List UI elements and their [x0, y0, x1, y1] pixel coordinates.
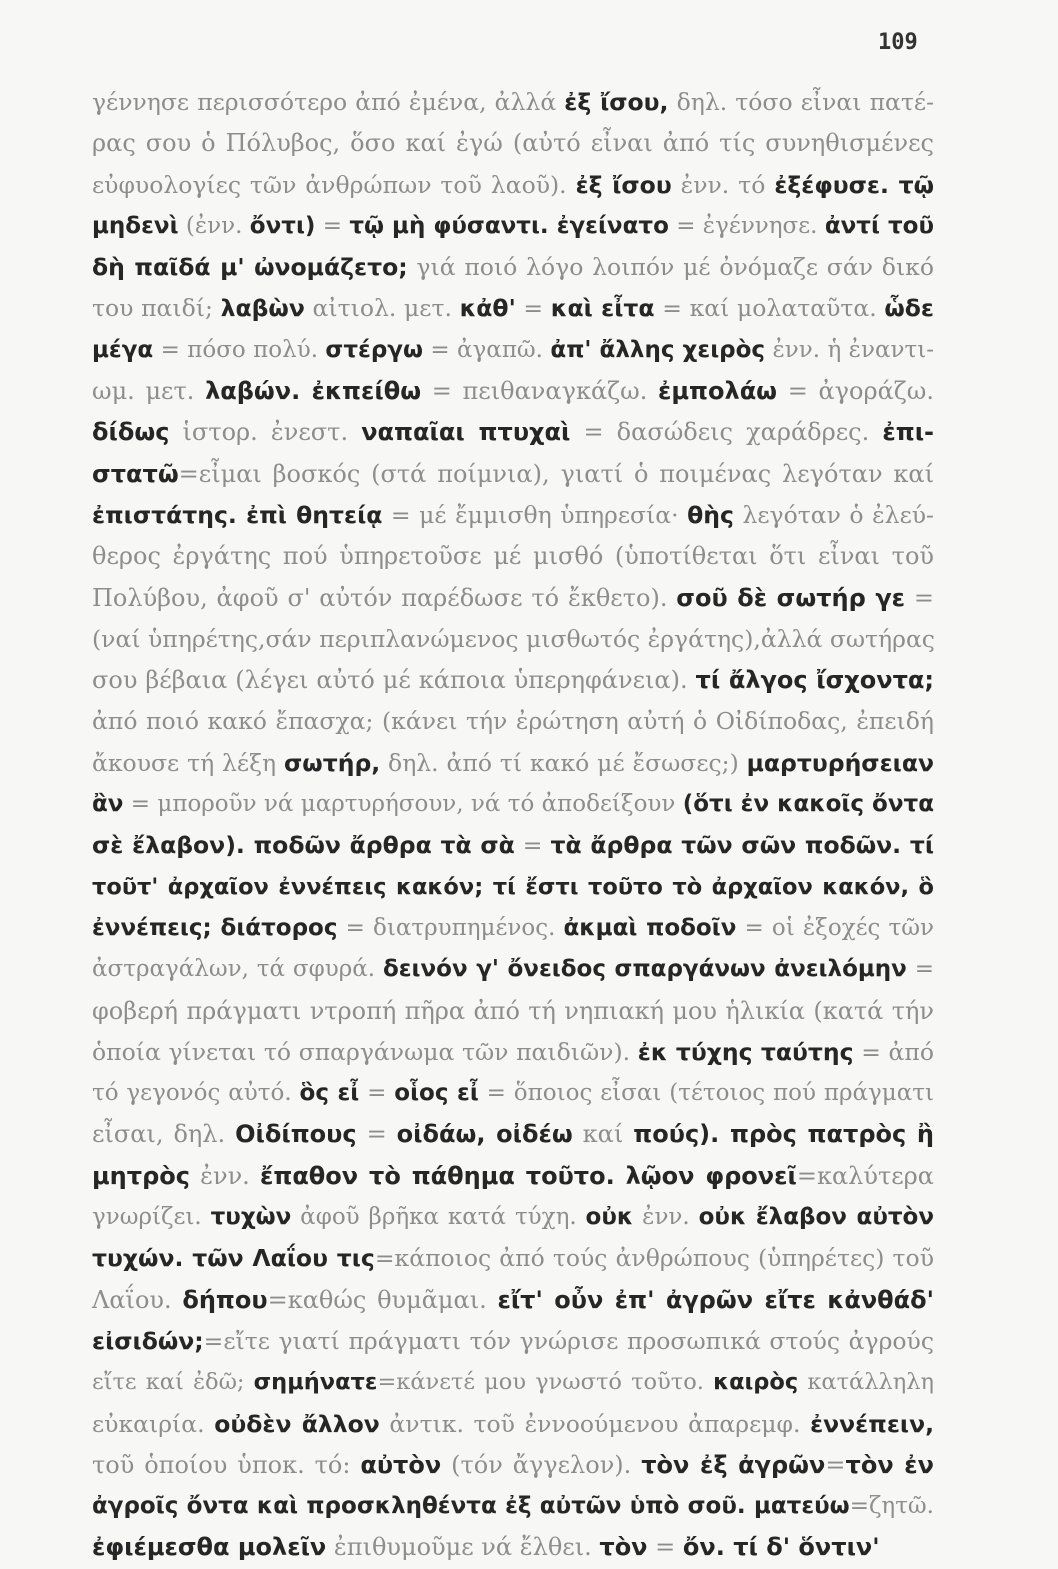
explanation-text: Λαΐου. — [92, 1285, 183, 1314]
text-line — [92, 1073, 934, 1114]
explanation-text: = — [356, 1120, 397, 1149]
explanation-text: ωμ. μετ. — [92, 377, 206, 406]
bold-term: εἴτ' οὖν ἐπ' ἀγρῶν εἴτε κἀνθάδ' — [497, 1285, 934, 1314]
explanation-text: =εἴτε γιατί πράγματι τόν γνώρισε προσωπικά στούς ἀγρούς — [203, 1326, 934, 1355]
explanation-text: = πειθαναγκάζω. — [421, 377, 659, 406]
bold-term: ἐπιστάτης. ἐπὶ θητείᾳ — [92, 500, 383, 529]
explanation-text: = — [647, 1533, 683, 1562]
explanation-text: = καί μολαταῦτα. — [654, 294, 885, 323]
explanation-text: ἀντικ. τοῦ ἐννοούμενου ἀπαρεμφ. — [379, 1409, 811, 1438]
bold-term: ἔπαθον τὸ πάθημα τοῦτο. λῷον φρονεῖ — [259, 1161, 797, 1190]
explanation-text: = — [514, 831, 551, 860]
explanation-text: εὐκαιρία. — [92, 1409, 215, 1438]
explanation-text: = ἀγαπῶ. — [422, 336, 551, 363]
text-line — [92, 330, 934, 371]
bold-term: (ὅτι ἐν κακοῖς ὄντα — [682, 791, 934, 818]
text-line — [92, 867, 934, 908]
text-line — [92, 1321, 934, 1362]
bold-term: ἀντί τοῦ — [824, 212, 934, 239]
bold-term: μηδενὶ — [92, 212, 179, 239]
explanation-text: ὁποία γίνεται τό σπαργάνωμα τῶν παιδιῶν). — [92, 1037, 638, 1066]
explanation-text: = — [825, 1450, 846, 1479]
bold-term: ἂν — [92, 791, 124, 818]
explanation-text: = ἐγέννησε. — [668, 212, 825, 239]
bold-term: οἷος εἶ — [394, 1080, 479, 1107]
text-line — [92, 908, 934, 949]
commentary-text — [92, 82, 934, 1569]
text-line — [92, 1032, 934, 1073]
explanation-text: =καθώς θυμᾶμαι. — [267, 1285, 498, 1314]
explanation-text: = διατρυπημένος. — [337, 914, 564, 941]
explanation-text: = μέ ἔμμισθη ὑπηρεσία· — [382, 500, 688, 529]
explanation-text: = ὅποιος εἶσαι (τέτοιος πού πράγματι — [478, 1080, 934, 1107]
explanation-text: κατάλληλη — [798, 1369, 934, 1396]
bold-term: σοῦ δὲ σωτήρ γε — [676, 583, 906, 612]
explanation-text: ἱστορ. ἐνεστ. — [169, 418, 362, 447]
bold-term: κἀθ' — [459, 294, 516, 323]
bold-term: αὐτὸν — [360, 1450, 442, 1479]
bold-term: ἐξέφυσε. τῷ — [774, 170, 934, 199]
bold-term: καιρὸς — [713, 1369, 799, 1396]
explanation-text: τό γεγονός αὐτό. — [92, 1080, 300, 1107]
text-line — [92, 619, 934, 660]
text-line — [92, 578, 934, 619]
bold-term: οὐκ — [585, 1204, 634, 1231]
bold-term: θὴς — [687, 500, 734, 529]
bold-term: οὐκ ἔλαβον αὐτὸν — [698, 1204, 934, 1231]
bold-term: δὴ παῖδά μ' ὠνομάζετο; — [92, 253, 408, 282]
bold-term: στέργω — [325, 336, 423, 363]
bold-term: τὸν — [599, 1533, 648, 1562]
explanation-text: = — [315, 212, 350, 239]
explanation-text: εὐφυολογίες τῶν ἀνθρώπων τοῦ λαοῦ). — [92, 170, 576, 199]
explanation-text: Πολύβου, ἀφοῦ σ' αὐτόν παρέδωσε τό ἔκθετο). — [92, 583, 677, 612]
explanation-text: ἀστραγάλων, τά σφυρά. — [92, 956, 383, 983]
text-line — [92, 1238, 934, 1279]
text-line — [92, 165, 934, 206]
explanation-text: γνωρίζει. — [92, 1204, 211, 1231]
text-line — [92, 1445, 934, 1486]
bold-term: ὧδε — [884, 294, 935, 323]
bold-term: στατῶ — [92, 459, 179, 488]
explanation-text: =ζητῶ. — [849, 1493, 934, 1520]
page-number: 109 — [878, 30, 918, 55]
explanation-text: ἐνν. — [633, 1204, 699, 1231]
explanation-text: ἀφοῦ βρῆκα κατά τύχη. — [291, 1204, 586, 1231]
explanation-text: γιά ποιό λόγο λοιπόν μέ ὀνόμαζε σάν δικό — [407, 253, 934, 282]
bold-term: δίδως — [92, 418, 170, 447]
explanation-text: =κάποιος ἀπό τούς ἀνθρώπους (ὑπηρέτες) τοῦ — [374, 1244, 934, 1273]
explanation-text: ρας σου ὁ Πόλυβος, ὅσο καί ἐγώ (αὐτό εἶναι ἀπό τίς συνηθισμένες — [92, 129, 934, 158]
explanation-text: καί — [572, 1120, 634, 1149]
bold-term: μέγα — [92, 336, 154, 363]
text-line — [92, 1486, 934, 1527]
bold-term: τυχὼν — [210, 1204, 292, 1231]
explanation-text: = ἀπό — [853, 1037, 935, 1066]
explanation-text: θερος ἐργάτης πού ὑπηρετοῦσε μέ μισθό (ὑποτίθεται ὅτι εἶναι τοῦ — [92, 542, 934, 571]
explanation-text: ἐνν. ἡ ἐναντι- — [765, 336, 935, 363]
explanation-text: = — [906, 956, 934, 983]
text-line — [92, 1197, 934, 1238]
bold-term: ἐξ ἴσου — [575, 170, 672, 199]
text-line — [92, 371, 934, 412]
bold-term: ὄντι) — [249, 212, 316, 239]
text-line — [92, 1156, 934, 1197]
explanation-text: = μποροῦν νά μαρτυρήσουν, νά τό ἀποδείξουν — [123, 791, 683, 818]
explanation-text: = — [359, 1080, 395, 1107]
explanation-text: (ναί ὑπηρέτης,σάν περιπλανώμενος μισθωτός ἐργάτης),ἀλλά σωτήρας — [92, 624, 935, 653]
bold-term: μητρὸς — [92, 1161, 190, 1190]
bold-term: σωτήρ, — [283, 748, 381, 777]
explanation-text: = — [515, 294, 551, 323]
bold-term: τοῦτ' ἀρχαῖον ἐννέπεις κακόν; τί ἔστι τοῦτο τὸ ἀρχαῖον κακόν, ὃ — [92, 873, 934, 900]
text-line — [92, 495, 934, 536]
bold-term: τὸν ἐξ ἀγρῶν — [641, 1450, 826, 1479]
text-line — [92, 825, 934, 866]
text-line — [92, 247, 934, 288]
bold-term: ἀγροῖς ὄντα καὶ προσκληθέντα ἐξ αὐτῶν ὑπὸ σοῦ. ματεύω — [92, 1493, 850, 1520]
bold-term: σημήνατε — [253, 1369, 378, 1396]
bold-term: ἐξ ἴσου, — [564, 88, 669, 116]
bold-term: ἀπ' ἄλλης χειρὸς — [550, 336, 766, 363]
explanation-text: =καλύτερα — [796, 1161, 934, 1190]
bold-term: λαβών. ἐκπείθω — [205, 377, 422, 406]
explanation-text: = πόσο πολύ. — [153, 336, 326, 363]
text-line — [92, 949, 934, 990]
text-line — [92, 123, 934, 164]
text-line — [92, 206, 934, 247]
bold-term: ἐφιέμεσθα μολεῖν — [92, 1533, 327, 1562]
bold-term: τῷ μὴ φύσαντι. ἐγείνατο — [349, 212, 669, 239]
bold-term: ἐκ τύχης ταύτης — [637, 1037, 854, 1066]
text-line — [92, 1114, 934, 1155]
bold-term: ἀκμαὶ ποδοῖν — [563, 914, 737, 941]
explanation-text: δηλ. ἀπό τί κακό μέ ἔσωσες;) — [380, 748, 747, 777]
bold-term: οὐδὲν ἄλλον — [214, 1409, 380, 1438]
bold-term: τὰ ἄρθρα τῶν σῶν ποδῶν. τί — [550, 831, 934, 860]
text-line — [92, 991, 934, 1032]
bold-term: τί ἄλγος ἴσχοντα; — [695, 666, 934, 695]
bold-term: καὶ εἶτα — [550, 294, 655, 323]
bold-term: εἰσιδών; — [92, 1326, 204, 1355]
explanation-text: (ἐνν. — [178, 212, 250, 239]
text-line — [92, 82, 934, 123]
explanation-text: φοβερή πράγματι ντροπή πῆρα ἀπό τή νηπιακή μου ἡλικία (κατά τήν — [92, 996, 934, 1025]
explanation-text: δηλ. τόσο εἶναι πατέ- — [668, 88, 935, 116]
text-line — [92, 701, 934, 742]
explanation-text: ἐπιθυμοῦμε νά ἔλθει. — [326, 1533, 600, 1562]
bold-term: σὲ ἔλαβον). ποδῶν ἄρθρα τὰ σὰ — [92, 831, 515, 860]
explanation-text: = οἱ ἐξοχές τῶν — [736, 914, 935, 941]
explanation-text: ἀπό ποιό κακό ἔπασχα; (κάνει τήν ἐρώτηση αὐτή ὁ Οἰδίποδας, ἐπειδή — [92, 707, 934, 736]
bold-term: ἐπι- — [882, 418, 934, 447]
explanation-text: τοῦ ὁποίου ὑποκ. τό: — [92, 1450, 361, 1479]
explanation-text: εἶσαι, δηλ. — [92, 1120, 236, 1149]
explanation-text: =εἶμαι βοσκός (στά ποίμνια), γιατί ὁ ποιμένας λεγόταν καί — [178, 459, 934, 488]
text-line — [92, 660, 934, 701]
bold-term: ἐννέπειν, — [810, 1409, 935, 1438]
text-line — [92, 288, 934, 329]
text-line — [92, 784, 934, 825]
explanation-text: = — [905, 583, 934, 612]
bold-term: ὄν. τί δ' ὅντιν' — [682, 1533, 880, 1562]
bold-term: δήπου — [182, 1285, 268, 1314]
text-line — [92, 536, 934, 577]
explanation-text: του παιδί; — [92, 294, 221, 323]
explanation-text: = δασώδεις χαράδρες. — [570, 418, 883, 447]
explanation-text: = ἀγοράζω. — [777, 377, 934, 406]
text-line — [92, 743, 934, 784]
bold-term: ὃς εἶ — [299, 1080, 360, 1107]
explanation-text: αἰτιολ. μετ. — [304, 294, 460, 323]
bold-term: πούς). πρὸς πατρὸς ἢ — [633, 1120, 934, 1149]
bold-term: λαβὼν — [220, 294, 305, 323]
bold-term: μαρτυρήσειαν — [746, 748, 934, 777]
bold-term: τυχών. τῶν Λαΐου τις — [92, 1244, 375, 1273]
explanation-text: γέννησε περισσότερο ἀπό ἐμένα, ἀλλά — [92, 88, 565, 116]
explanation-text: σου βέβαια (λέγει αὐτό μέ κάποια ὑπερηφάνεια). — [92, 666, 696, 695]
text-line — [92, 412, 934, 453]
bold-term: δεινόν γ' ὄνειδος σπαργάνων ἀνειλόμην — [382, 956, 907, 983]
text-line — [92, 1280, 934, 1321]
explanation-text: εἴτε καί ἐδῶ; — [92, 1369, 254, 1396]
bold-term: τὸν ἐν — [845, 1450, 935, 1479]
bold-term: ναπαῖαι πτυχαὶ — [361, 418, 571, 447]
text-line — [92, 1362, 934, 1403]
text-line — [92, 1527, 934, 1568]
text-line — [92, 1404, 934, 1445]
explanation-text: =κάνετέ μου γνωστό τοῦτο. — [377, 1369, 714, 1396]
explanation-text: ἄκουσε τή λέξη — [92, 748, 284, 777]
explanation-text: ἐνν. τό — [671, 170, 775, 199]
text-line — [92, 454, 934, 495]
bold-term: οἰδάω, οἰδέω — [396, 1120, 573, 1149]
explanation-text: ἐνν. — [189, 1161, 260, 1190]
explanation-text: (τόν ἄγγελον). — [441, 1450, 642, 1479]
bold-term: Οἰδίπους — [235, 1120, 357, 1149]
bold-term: ἐμπολάω — [658, 377, 778, 406]
explanation-text: λεγόταν ὁ ἐλεύ- — [733, 500, 934, 529]
bold-term: ἐννέπεις; διάτορος — [92, 914, 338, 941]
